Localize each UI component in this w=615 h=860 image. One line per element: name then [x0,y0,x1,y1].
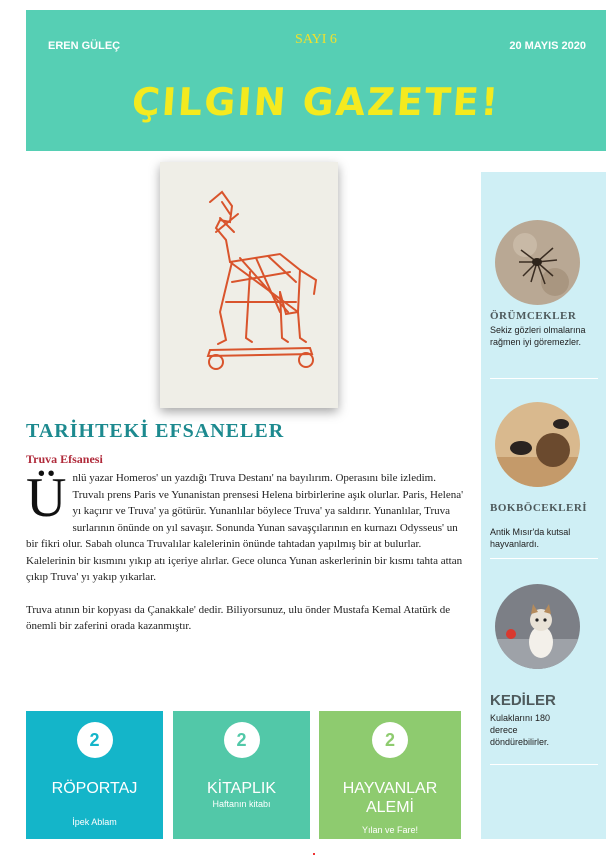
trojan-horse-drawing [160,162,338,408]
drop-cap: Ü [26,467,67,529]
library-box[interactable] [173,711,310,839]
box-note: Haftanın kitabı [212,799,271,809]
divider [490,558,598,559]
sidebar-item-text: Sekiz gözleri olmalarına rağmen iyi göremezler. [490,325,586,347]
sidebar-item-title: BOKBÖCEKLERİ [490,502,588,514]
box-label: RÖPORTAJ [51,780,138,797]
sidebar [481,172,606,839]
sidebar-item-title: KEDİLER [490,692,556,709]
divider [490,378,598,379]
beetle-icon [510,441,532,455]
box-label-line: HAYVANLAR [342,780,438,797]
box-note: İpek Ablam [72,817,117,827]
dung-beetle-photo [495,402,580,487]
animal-world-box[interactable] [319,711,461,839]
section-title: TARİHTEKİ EFSANELER [26,420,285,442]
kitten-photo [495,584,580,669]
sidebar-item-text: Antik Mısır'da kutsal hayvanlardı. [490,527,571,549]
article-paragraph: Truva atının bir kopyası da Çanakkale' dedir. Biliyorsunuz, ulu önder Mustafa Kemal Atatürk de önemli bir zaferini orada kazanmıştır. [26,603,451,632]
article-paragraph: nlü yazar Homeros' un yazdığı Truva Destanı' na bayılırım. Operasını bile izledim. Truvalı prens Paris ve Yunanistan prensesi Helena birbirlerine aşık olurlar. Paris, Helena' yı kaçırır ve Truva' ya götürür. Yunanlılar böylece Truva' ya saldırır. Yunanlılar, Truva surlarının önünde on yıl savaşır. Sonunda Yunan savaşçılarının en kurnazı Odysseus' un bir fikri olur. Sabah olunca Truvalılar kalelerinin önünde tahtadan yapılmış bir at bulurlar. Kalelerinin bir kısmını yıkıp atı içeriye alırlar. Gece olunca Yunan askerlerinin bir kısmı tahta attan çıkıp Truva' yı yakıp yıkarlar. [26,472,464,583]
newspaper-title: ÇILGIN GAZETE! [130,80,502,124]
sidebar-item-text: Kulaklarını 180 derece döndürebilirler. [490,713,551,747]
spider-photo [495,220,580,305]
box-label [319,779,461,817]
box-label-line: ALEMİ [365,799,414,816]
box-note: Yılan ve Fare! [361,825,419,835]
page-number-badge: 2 [372,722,408,758]
interview-box[interactable] [26,711,163,839]
issue-number: SAYI 6 [295,32,337,47]
page-number-badge: 2 [77,722,113,758]
issue-date: 20 MAYIS 2020 [509,40,586,52]
decorative-dot [313,853,315,855]
author-name: EREN GÜLEÇ [48,40,121,52]
article-subtitle: Truva Efsanesi [26,452,103,466]
article-body [26,467,469,635]
horse-drawing-image [160,162,338,408]
sidebar-item-title: ÖRÜMCEKLER [490,310,577,322]
box-label: KİTAPLIK [206,780,277,797]
page-number-badge: 2 [224,722,260,758]
masthead [26,10,606,151]
divider [490,764,598,765]
